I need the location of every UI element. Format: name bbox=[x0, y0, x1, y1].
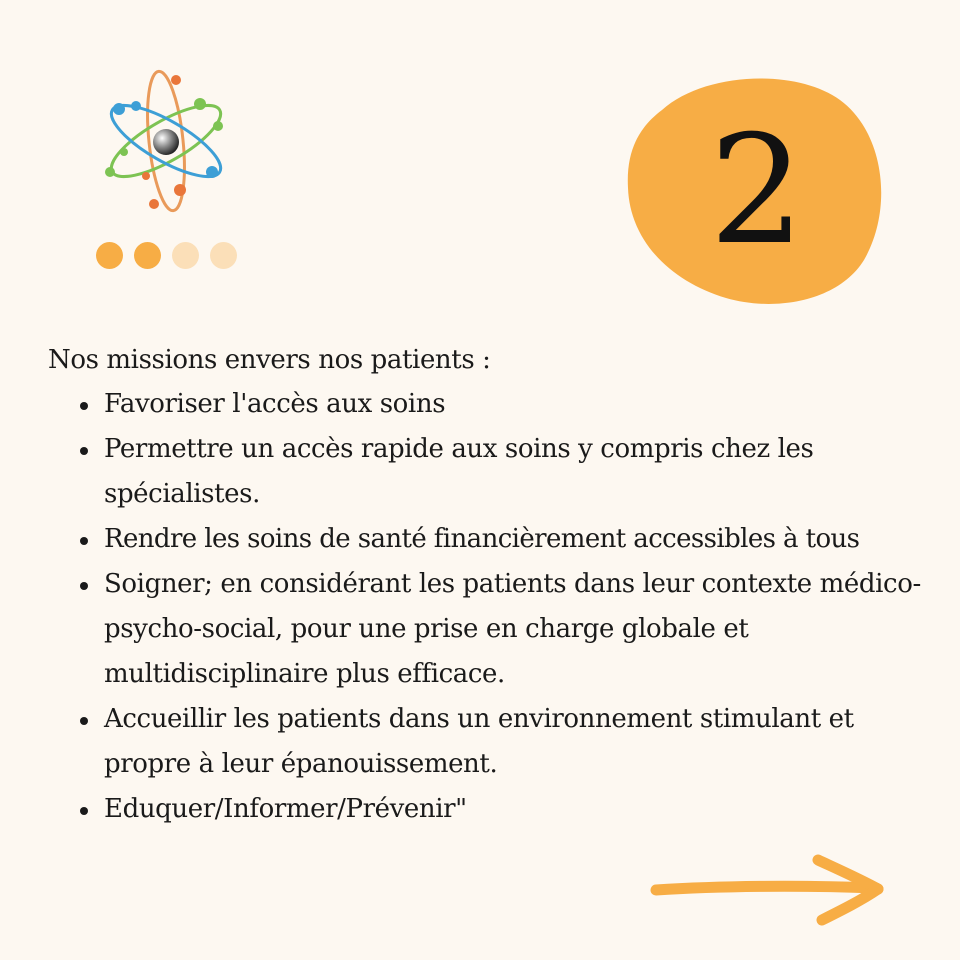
page-dot bbox=[210, 242, 237, 269]
missions-list bbox=[48, 382, 928, 832]
list-item: Accueillir les patients dans un environnement stimulant et propre à leur épanouissement. bbox=[48, 697, 928, 787]
pagination-dots bbox=[96, 242, 237, 269]
page-dot bbox=[172, 242, 199, 269]
page-dot bbox=[96, 242, 123, 269]
list-item: Rendre les soins de santé financièrement accessibles à tous bbox=[48, 517, 928, 562]
missions-intro: Nos missions envers nos patients : bbox=[48, 345, 491, 375]
arrow-right-icon[interactable] bbox=[648, 852, 888, 928]
list-item: Eduquer/Informer/Prévenir" bbox=[48, 787, 928, 832]
list-item: Permettre un accès rapide aux soins y compris chez les spécialistes. bbox=[48, 427, 928, 517]
atom-icon bbox=[96, 64, 236, 214]
list-item: Soigner; en considérant les patients dans leur contexte médico-psycho-social, pour une prise en charge globale et multidisciplinaire plus efficace. bbox=[48, 562, 928, 697]
list-item: Favoriser l'accès aux soins bbox=[48, 382, 928, 427]
slide-number: 2 bbox=[709, 104, 805, 278]
page-dot-current bbox=[134, 242, 161, 269]
missions-section bbox=[48, 338, 928, 832]
